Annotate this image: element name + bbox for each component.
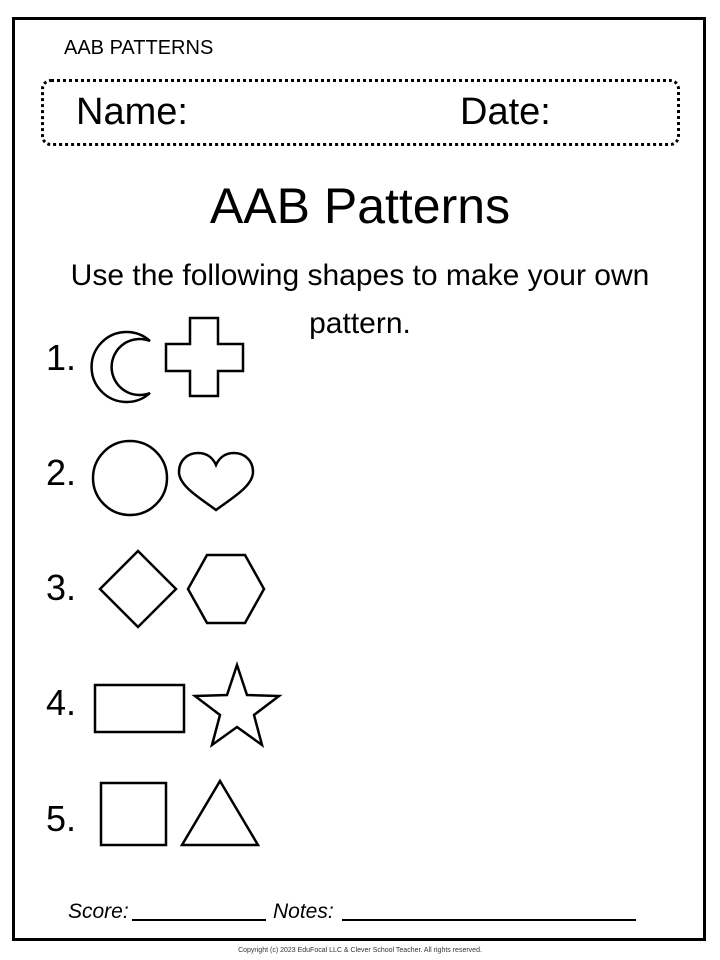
instructions-text: Use the following shapes to make your own pattern. <box>70 259 650 340</box>
notes-line <box>342 919 636 921</box>
pattern-row-1 <box>0 314 720 404</box>
triangle-icon <box>182 781 258 845</box>
row-5-shapes <box>0 774 720 864</box>
pattern-row-4 <box>0 660 720 750</box>
copyright-text: Copyright (c) 2023 EduFocal LLC & Clever School Teacher. All rights reserved. <box>238 947 482 954</box>
page-title: AAB Patterns <box>209 178 511 234</box>
pattern-row-3 <box>0 546 720 636</box>
score-line <box>132 919 266 921</box>
row-number: 3. <box>46 567 77 608</box>
footer <box>68 899 668 929</box>
pattern-row-5 <box>0 774 720 864</box>
header-label: AAB PATTERNS <box>64 37 214 59</box>
rectangle-icon <box>95 685 184 732</box>
pattern-row-2 <box>0 428 720 518</box>
row-2-shapes <box>0 428 720 518</box>
row-number: 5. <box>46 798 77 839</box>
heart-icon <box>179 453 253 510</box>
crescent-moon-icon <box>92 332 150 402</box>
hexagon-icon <box>188 555 264 623</box>
date-label: Date: <box>460 91 551 133</box>
row-4-shapes <box>0 660 720 750</box>
row-number: 1. <box>46 337 77 378</box>
name-label: Name: <box>76 91 188 133</box>
row-1-shapes <box>0 314 720 404</box>
score-label: Score: <box>68 900 129 923</box>
row-3-shapes <box>0 546 720 636</box>
circle-icon <box>93 441 167 515</box>
square-icon <box>101 783 166 845</box>
row-number: 2. <box>46 452 77 493</box>
notes-label: Notes: <box>273 900 334 923</box>
star-icon <box>195 665 279 745</box>
row-number: 4. <box>46 682 77 723</box>
plus-cross-icon <box>166 318 243 396</box>
diamond-icon <box>100 551 176 627</box>
